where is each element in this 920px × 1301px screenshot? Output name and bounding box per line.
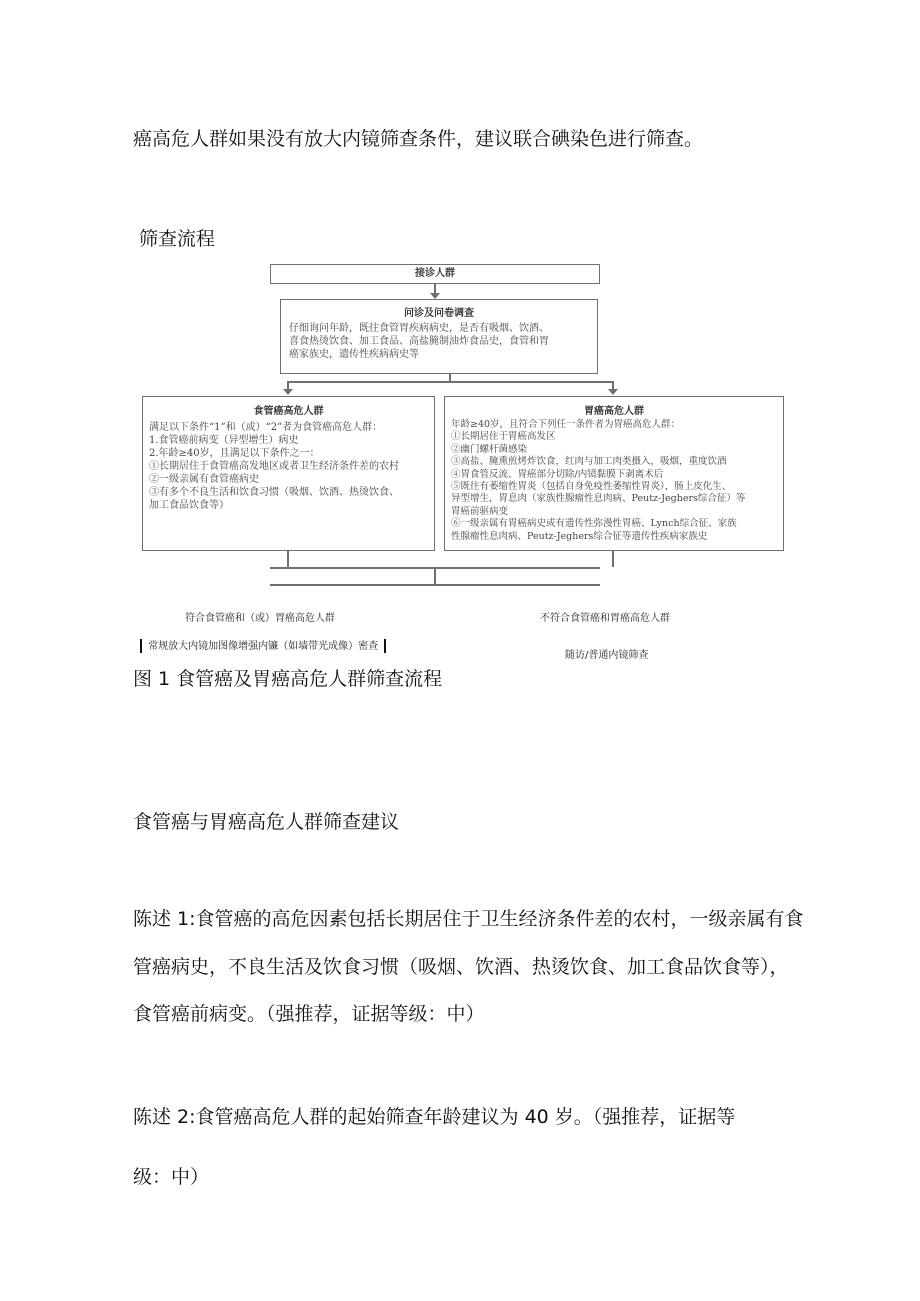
criteria-line: ①长期居住于食管癌高发地区或者卫生经济条件差的农村 bbox=[149, 461, 399, 472]
gastric-criteria bbox=[451, 419, 777, 543]
criteria-line: 胃癌前驱病变 bbox=[451, 505, 509, 517]
criteria-line: ②一级亲属有食管癌病史 bbox=[149, 474, 259, 485]
connector-line bbox=[612, 551, 614, 567]
survey-line: 喜食热烫饮食、加工食品、高盐腌制油炸食品史，食管和胃 bbox=[289, 336, 549, 347]
arrow-down-icon bbox=[608, 389, 618, 395]
bracket-mark bbox=[384, 639, 386, 653]
criteria-line: 年龄≥40岁，且符合下列任一条件者为胃癌高危人群： bbox=[451, 419, 681, 430]
esophageal-title: 食管癌高危人群 bbox=[253, 406, 324, 417]
criteria-line: 加工食品饮食等） bbox=[149, 500, 229, 511]
survey-box bbox=[280, 299, 598, 374]
criteria-line: ①长期居住于胃癌高发区 bbox=[451, 431, 556, 443]
survey-line: 癌家族史，遗传性疾病病史等 bbox=[289, 349, 419, 360]
arrow-down-icon bbox=[283, 389, 293, 395]
statement-line: 食管癌前病变。（强推荐，证据等级：中） bbox=[133, 1003, 485, 1025]
criteria-line: ⑤既往有萎缩性胃炎（包括自身免疫性萎缩性胃炎），肠上皮化生、 bbox=[451, 481, 732, 493]
statement-line: 管癌病史，不良生活及饮食习惯（吸烟、饮酒、热烫饮食、加工食品饮食等）， bbox=[133, 956, 789, 978]
criteria-line: ②幽门螺杆菌感染 bbox=[451, 443, 528, 455]
bracket-mark bbox=[140, 639, 142, 653]
survey-text bbox=[289, 322, 589, 361]
gastric-risk-box bbox=[444, 396, 784, 551]
statement-line: 陈述 1:食管癌的高危因素包括长期居住于卫生经济条件差的农村，一级亲属有食 bbox=[133, 908, 804, 930]
criteria-line: 1.食管癌前病变（异型增生）病史 bbox=[149, 435, 299, 446]
statement-line: 级：中） bbox=[133, 1166, 210, 1188]
criteria-line: ④胃食管反流、胃癌部分切除/内镜黏膜下剥离术后 bbox=[451, 468, 664, 480]
outcome-negative: 不符合食管癌和胃癌高危人群 bbox=[540, 613, 670, 624]
connector-line bbox=[270, 584, 600, 586]
figure-caption: 图 1 食管癌及胃癌高危人群筛查流程 bbox=[133, 668, 443, 690]
reception-label: 接诊人群 bbox=[415, 268, 455, 279]
statement-line: 陈述 2:食管癌高危人群的起始筛查年龄建议为 40 岁。（强推荐，证据等 bbox=[133, 1106, 736, 1128]
esophageal-risk-box bbox=[142, 396, 435, 551]
outcome-positive: 符合食管癌和（或）胃癌高危人群 bbox=[185, 613, 335, 624]
action-negative: 随访/普通内镜筛查 bbox=[565, 650, 649, 661]
criteria-line: ③有多个不良生活和饮食习惯（吸烟、饮酒、热烫饮食、 bbox=[149, 487, 399, 498]
gastric-title: 胃癌高危人群 bbox=[584, 406, 644, 417]
section-title: 筛查流程 bbox=[139, 228, 216, 250]
connector-line bbox=[287, 381, 613, 383]
survey-title: 问诊及问卷调查 bbox=[404, 308, 474, 319]
reception-box bbox=[270, 264, 600, 284]
action-positive-label: 常规放大内镜加图像增强内镰（如墙带光成像）密查 bbox=[148, 641, 379, 652]
criteria-line: ⑥一级亲属有胃癌病史或有遗传性弥漫性胃癌、Lynch综合征、家族 bbox=[451, 518, 737, 530]
criteria-line: 异型增生，胃息肉（家族性腺瘤性息肉病、Peutz-Jeghers综合征）等 bbox=[451, 493, 746, 505]
criteria-line: 性腺瘤性息肉病、Peutz-Jeghers综合征等遗传性疾病家族史 bbox=[451, 530, 708, 542]
subheading: 食管癌与胃癌高危人群筛查建议 bbox=[133, 811, 400, 833]
criteria-line: ③高盐、腌熏煎烤炸饮食，红肉与加工肉类摄入，吸烟，重度饮酒 bbox=[451, 456, 727, 468]
connector-line bbox=[287, 551, 289, 567]
criteria-line: 满足以下条件“1”和（或）“2”者为食管癌高危人群： bbox=[149, 422, 383, 433]
intro-paragraph: 癌高危人群如果没有放大内镜筛查条件，建议联合碘染色进行筛查。 bbox=[133, 128, 704, 150]
criteria-line: 2.年龄≥40岁，且满足以下条件之一： bbox=[149, 448, 320, 459]
connector-line bbox=[434, 567, 436, 584]
survey-line: 仔细询问年龄，既往食管胃疾病病史，是否有吸烟、饮酒、 bbox=[289, 323, 549, 334]
action-positive bbox=[140, 637, 386, 653]
esophageal-criteria bbox=[149, 421, 428, 512]
